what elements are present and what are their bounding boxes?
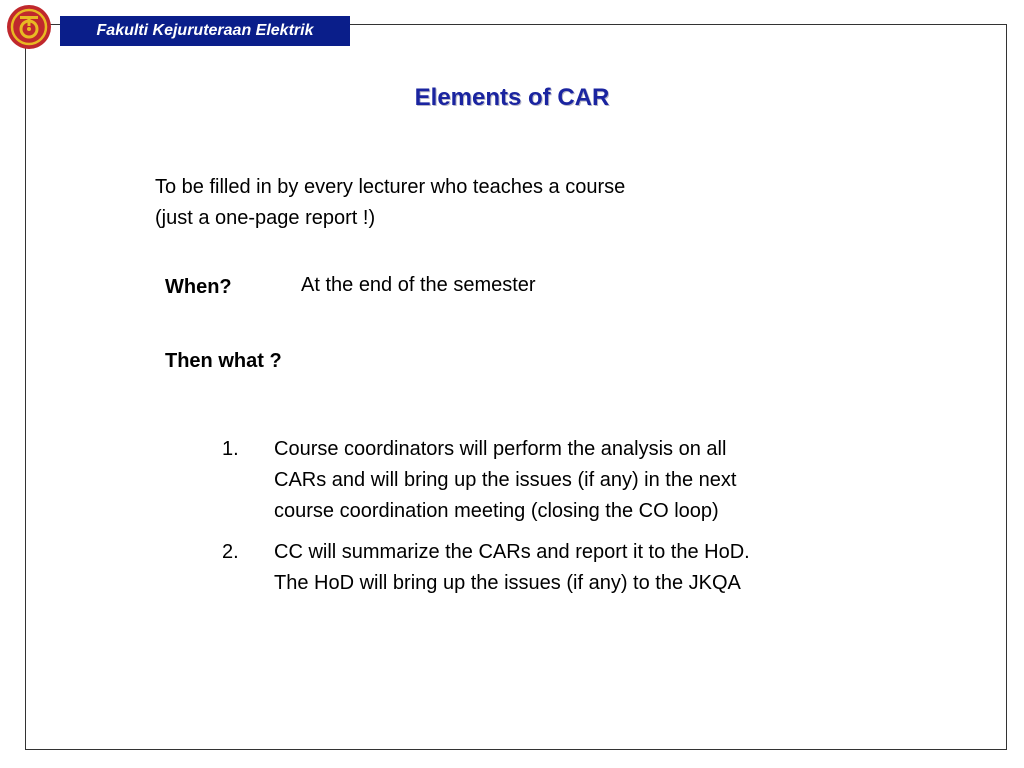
list-item-2 xyxy=(222,537,922,599)
list-item-1 xyxy=(222,434,922,527)
list-line: Course coordinators will perform the analysis on all xyxy=(274,438,727,460)
list-number: 2. xyxy=(222,541,239,563)
university-seal-icon xyxy=(6,4,52,50)
list-number: 1. xyxy=(222,438,239,460)
list-line: CARs and will bring up the issues (if any) in the next xyxy=(274,469,737,491)
slide-frame xyxy=(25,24,1007,750)
steps-list xyxy=(222,434,922,609)
intro-line-1: To be filled in by every lecturer who teaches a course xyxy=(155,176,626,198)
faculty-label: Fakulti Kejuruteraan Elektrik xyxy=(60,16,350,46)
then-label: Then what ? xyxy=(165,350,282,372)
intro-text xyxy=(155,172,855,234)
slide-title: Elements of CAR xyxy=(414,84,610,111)
list-line: The HoD will bring up the issues (if any) to the JKQA xyxy=(274,572,741,594)
intro-line-2: (just a one-page report !) xyxy=(155,207,376,229)
list-line: CC will summarize the CARs and report it to the HoD. xyxy=(274,541,750,563)
list-line: course coordination meeting (closing the CO loop) xyxy=(274,500,719,522)
when-label: When? xyxy=(165,276,232,298)
when-value: At the end of the semester xyxy=(301,274,536,296)
